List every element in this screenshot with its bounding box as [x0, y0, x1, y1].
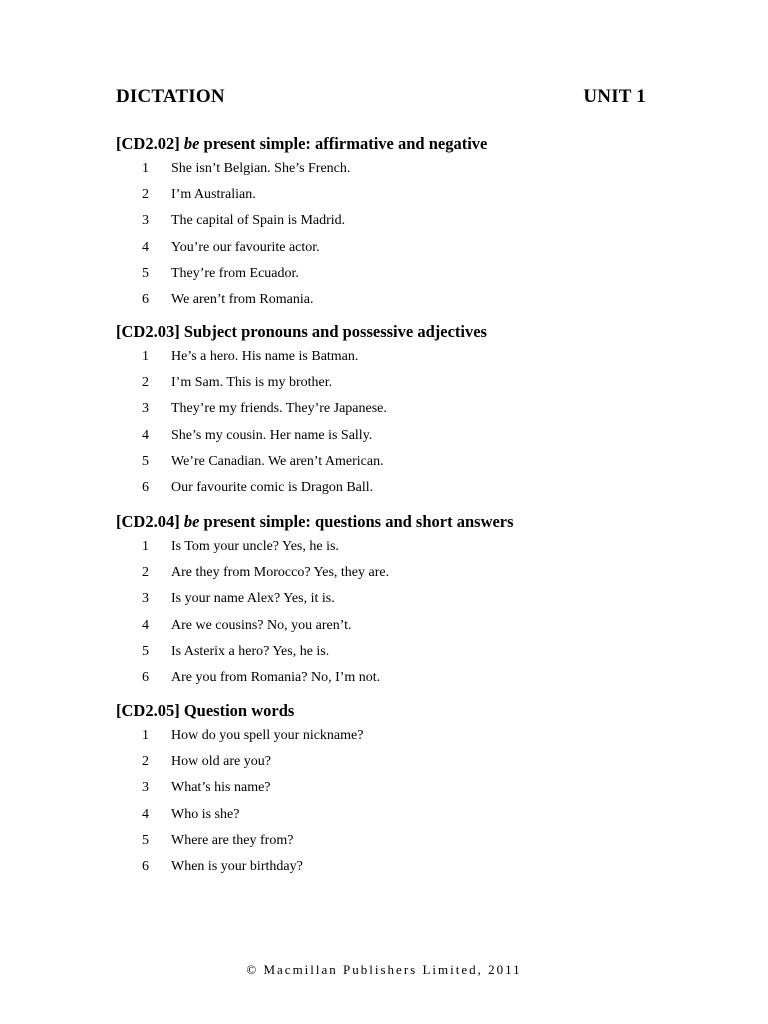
list-item — [116, 828, 676, 854]
heading-emphasis: be — [183, 134, 200, 153]
item-text: What’s his name? — [171, 780, 271, 796]
item-number: 1 — [142, 161, 149, 176]
item-text: Are they from Morocco? Yes, they are. — [171, 565, 390, 581]
list-item — [116, 775, 676, 801]
item-number: 1 — [142, 349, 149, 364]
heading-text: present simple: affirmative and negative — [203, 134, 488, 153]
item-text: Where are they from? — [171, 832, 294, 848]
heading-text: Question words — [183, 701, 295, 720]
list-item — [116, 586, 676, 612]
list-item — [116, 235, 676, 261]
list-item — [116, 639, 676, 665]
section-heading — [116, 132, 676, 156]
item-text: He’s a hero. His name is Batman. — [171, 349, 359, 364]
list-item — [116, 665, 676, 691]
item-number: 2 — [142, 565, 149, 581]
item-number: 4 — [142, 427, 149, 443]
sentence-list — [116, 344, 676, 501]
item-number: 2 — [142, 754, 149, 770]
item-number: 3 — [142, 401, 149, 417]
item-number: 4 — [142, 806, 149, 822]
item-text: They’re my friends. They’re Japanese. — [171, 401, 387, 417]
list-item — [116, 475, 676, 501]
item-text: We aren’t from Romania. — [171, 291, 314, 307]
item-number: 3 — [142, 780, 149, 796]
item-text: When is your birthday? — [171, 858, 303, 874]
list-item — [116, 423, 676, 449]
item-text: I’m Australian. — [171, 187, 256, 203]
item-text: How old are you? — [171, 754, 271, 770]
list-item — [116, 749, 676, 775]
list-item — [116, 344, 676, 370]
sentence-list — [116, 156, 676, 313]
item-text: Is Tom your uncle? Yes, he is. — [171, 539, 339, 554]
item-number: 3 — [142, 213, 149, 229]
dictation-section — [116, 699, 676, 880]
section-heading — [116, 510, 676, 534]
item-text: I’m Sam. This is my brother. — [171, 375, 333, 391]
item-text: How do you spell your nickname? — [171, 728, 364, 743]
item-number: 6 — [142, 479, 149, 495]
unit-label: UNIT 1 — [583, 86, 646, 107]
track-code: [CD2.04] — [116, 512, 180, 531]
item-text: She isn’t Belgian. She’s French. — [171, 161, 351, 176]
list-item — [116, 560, 676, 586]
item-text: Is Asterix a hero? Yes, he is. — [171, 643, 330, 659]
item-number: 4 — [142, 239, 149, 255]
item-number: 1 — [142, 539, 149, 554]
list-item — [116, 449, 676, 475]
item-text: You’re our favourite actor. — [171, 239, 320, 255]
list-item — [116, 370, 676, 396]
section-heading — [116, 320, 676, 344]
list-item — [116, 261, 676, 287]
list-item — [116, 854, 676, 880]
list-item — [116, 534, 676, 560]
item-number: 3 — [142, 591, 149, 607]
list-item — [116, 396, 676, 422]
item-number: 6 — [142, 669, 149, 685]
list-item — [116, 208, 676, 234]
list-item — [116, 287, 676, 313]
item-text: Are we cousins? No, you aren’t. — [171, 617, 352, 633]
item-text: Is your name Alex? Yes, it is. — [171, 591, 335, 607]
item-number: 2 — [142, 375, 149, 391]
dictation-section — [116, 132, 676, 313]
sentence-list — [116, 723, 676, 880]
track-code: [CD2.05] — [116, 701, 180, 720]
item-text: Are you from Romania? No, I’m not. — [171, 669, 381, 685]
section-heading — [116, 699, 676, 723]
item-number: 6 — [142, 291, 149, 307]
item-text: Our favourite comic is Dragon Ball. — [171, 479, 374, 495]
item-number: 2 — [142, 187, 149, 203]
item-text: She’s my cousin. Her name is Sally. — [171, 427, 373, 443]
item-number: 1 — [142, 728, 149, 743]
track-code: [CD2.03] — [116, 322, 180, 341]
track-code: [CD2.02] — [116, 134, 180, 153]
item-text: The capital of Spain is Madrid. — [171, 213, 346, 229]
list-item — [116, 723, 676, 749]
list-item — [116, 802, 676, 828]
list-item — [116, 156, 676, 182]
heading-text: Subject pronouns and possessive adjectives — [183, 322, 487, 341]
dictation-section — [116, 320, 676, 501]
item-number: 5 — [142, 265, 149, 281]
dictation-section — [116, 510, 676, 691]
sentence-list — [116, 534, 676, 691]
item-number: 5 — [142, 643, 149, 659]
item-number: 6 — [142, 858, 149, 874]
list-item — [116, 182, 676, 208]
copyright-footer: © Macmillan Publishers Limited, 2011 — [246, 962, 522, 977]
item-text: We’re Canadian. We aren’t American. — [171, 453, 384, 469]
list-item — [116, 613, 676, 639]
item-number: 5 — [142, 832, 149, 848]
item-number: 4 — [142, 617, 149, 633]
item-text: Who is she? — [171, 806, 240, 822]
item-text: They’re from Ecuador. — [171, 265, 299, 281]
page-title: DICTATION — [116, 86, 225, 107]
item-number: 5 — [142, 453, 149, 469]
heading-text: present simple: questions and short answers — [203, 512, 514, 531]
heading-emphasis: be — [183, 512, 200, 531]
